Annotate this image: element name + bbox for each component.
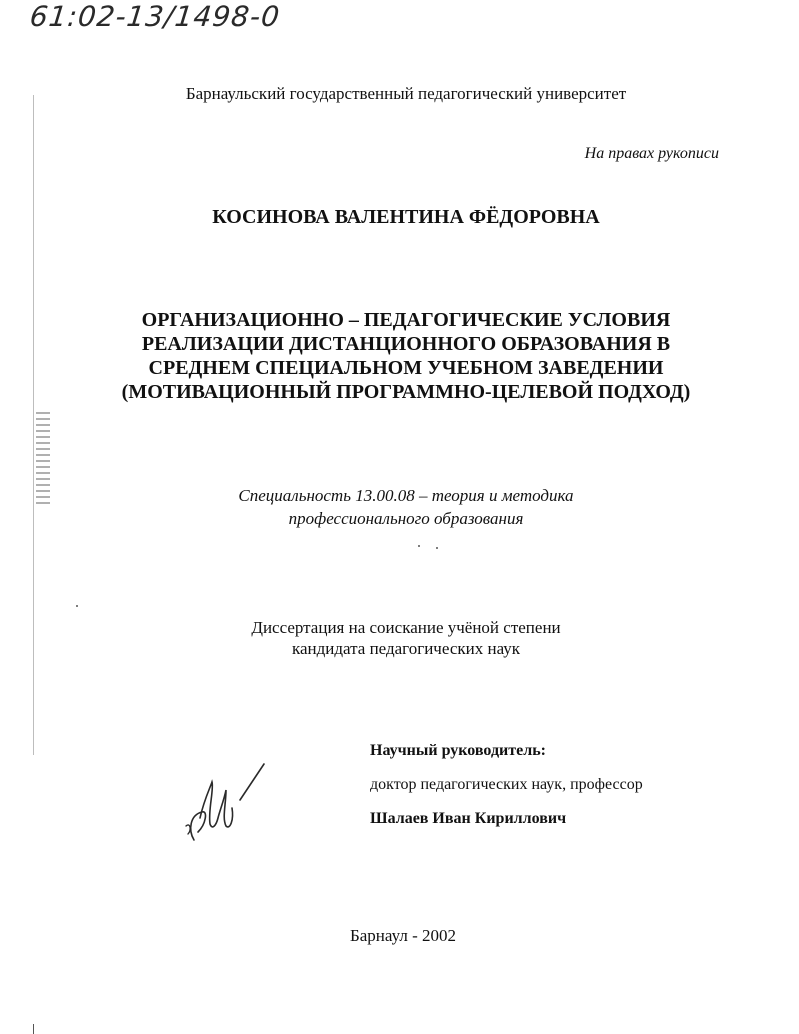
manuscript-rights-note: На правах рукописи bbox=[584, 145, 719, 162]
university-name: Барнаульский государственный педагогический университет bbox=[185, 84, 627, 103]
title-line: ОРГАНИЗАЦИОННО – ПЕДАГОГИЧЕСКИЕ УСЛОВИЯ bbox=[141, 309, 671, 331]
advisor-block bbox=[370, 742, 643, 844]
specialty-line: Специальность 13.00.08 – теория и методика bbox=[238, 486, 574, 505]
title-line: РЕАЛИЗАЦИИ ДИСТАНЦИОННОГО ОБРАЗОВАНИЯ В bbox=[141, 333, 671, 355]
degree-block bbox=[0, 617, 799, 659]
specialty-line: профессионального образования bbox=[288, 509, 524, 528]
specialty-block bbox=[0, 484, 799, 530]
scan-dust-dot bbox=[418, 545, 420, 547]
scan-bottom-tick bbox=[33, 1024, 34, 1034]
city-year: Барнаул - 2002 bbox=[350, 926, 456, 945]
advisor-label: Научный руководитель: bbox=[370, 742, 546, 759]
scan-dust-dot bbox=[76, 605, 78, 607]
advisor-credentials: доктор педагогических наук, профессор bbox=[370, 776, 643, 793]
archive-code-handwritten: 61:02-13/1498-0 bbox=[28, 0, 282, 33]
title-line: (МОТИВАЦИОННЫЙ ПРОГРАММНО-ЦЕЛЕВОЙ ПОДХОД) bbox=[121, 381, 691, 403]
title-line: СРЕДНЕМ СПЕЦИАЛЬНОМ УЧЕБНОМ ЗАВЕДЕНИИ bbox=[148, 357, 664, 379]
author-name: КОСИНОВА ВАЛЕНТИНА ФЁДОРОВНА bbox=[212, 206, 600, 228]
handwritten-signature bbox=[180, 760, 280, 855]
degree-line: кандидата педагогических наук bbox=[291, 639, 521, 658]
dissertation-title bbox=[0, 308, 799, 404]
scan-dust-dot bbox=[436, 547, 438, 549]
advisor-name: Шалаев Иван Кириллович bbox=[370, 810, 567, 827]
degree-line: Диссертация на соискание учёной степени bbox=[251, 618, 561, 637]
